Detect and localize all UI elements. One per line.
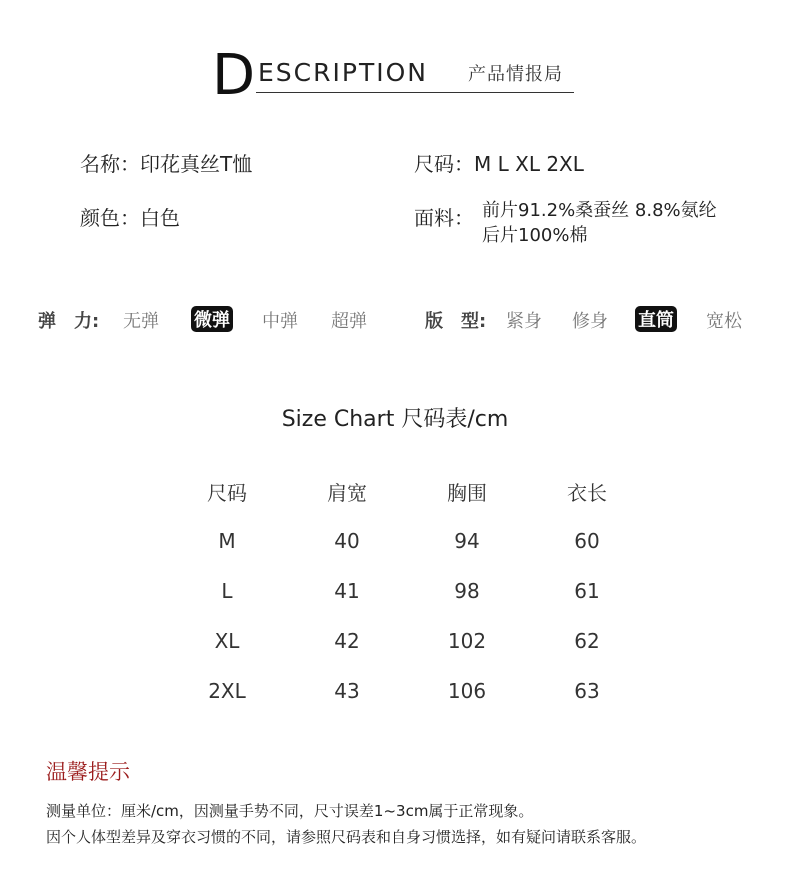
col-header-size: 尺码 [207, 480, 247, 505]
fit-option-loose: 宽松 [706, 311, 742, 332]
size-chart-table [167, 466, 647, 716]
elasticity-option-slight-selected: 微弹 [191, 306, 233, 332]
col-header-chest: 胸围 [447, 480, 487, 505]
fabric-front: 前片91.2%桑蚕丝 8.8%氨纶 [482, 200, 717, 221]
col-header-shoulder: 肩宽 [327, 480, 367, 505]
cell-chest: 98 [454, 579, 480, 603]
cell-size: 2XL [208, 679, 246, 703]
cell-shoulder: 43 [334, 679, 360, 703]
product-color: 颜色：白色 [80, 206, 180, 230]
header-subtitle: 产品情报局 [468, 64, 563, 85]
elasticity-label: 弹 力: [38, 311, 100, 332]
table-row [167, 566, 647, 616]
header-initial: D [212, 43, 256, 108]
cell-length: 60 [574, 529, 600, 553]
tips-line-1: 测量单位：厘米/cm，因测量手势不同，尺寸误差1~3cm属于正常现象。 [46, 802, 534, 820]
table-row [167, 666, 647, 716]
cell-chest: 106 [447, 679, 487, 703]
size-chart-header-row [167, 466, 647, 516]
fabric-details [482, 198, 717, 248]
cell-shoulder: 41 [334, 579, 360, 603]
elasticity-option-medium: 中弹 [262, 311, 298, 332]
tips-title: 温馨提示 [46, 760, 130, 784]
cell-length: 62 [574, 629, 600, 653]
cell-chest: 102 [447, 629, 487, 653]
product-sizes: 尺码：M L XL 2XL [414, 152, 584, 176]
header-title: ESCRIPTION [258, 58, 428, 87]
col-header-length: 衣长 [567, 480, 607, 505]
cell-size: M [218, 529, 236, 553]
fit-option-slim: 修身 [572, 311, 608, 332]
tips-line-2: 因个人体型差异及穿衣习惯的不同，请参照尺码表和自身习惯选择，如有疑问请联系客服。 [46, 828, 647, 846]
cell-shoulder: 42 [334, 629, 360, 653]
product-name: 名称：印花真丝T恤 [80, 152, 253, 176]
elasticity-option-super: 超弹 [331, 311, 367, 332]
cell-size: L [221, 579, 233, 603]
header-underline [256, 92, 574, 93]
cell-shoulder: 40 [334, 529, 360, 553]
cell-size: XL [214, 629, 240, 653]
fabric-back: 后片100%棉 [482, 225, 588, 246]
table-row [167, 616, 647, 666]
cell-length: 63 [574, 679, 600, 703]
fit-option-tight: 紧身 [506, 311, 542, 332]
cell-length: 61 [574, 579, 600, 603]
fabric-label: 面料： [414, 206, 474, 230]
fit-option-straight-selected: 直筒 [635, 306, 677, 332]
size-chart-title: Size Chart 尺码表/cm [281, 407, 509, 432]
cell-chest: 94 [454, 529, 480, 553]
table-row [167, 516, 647, 566]
elasticity-option-none: 无弹 [123, 311, 159, 332]
fit-label: 版 型: [425, 311, 487, 332]
